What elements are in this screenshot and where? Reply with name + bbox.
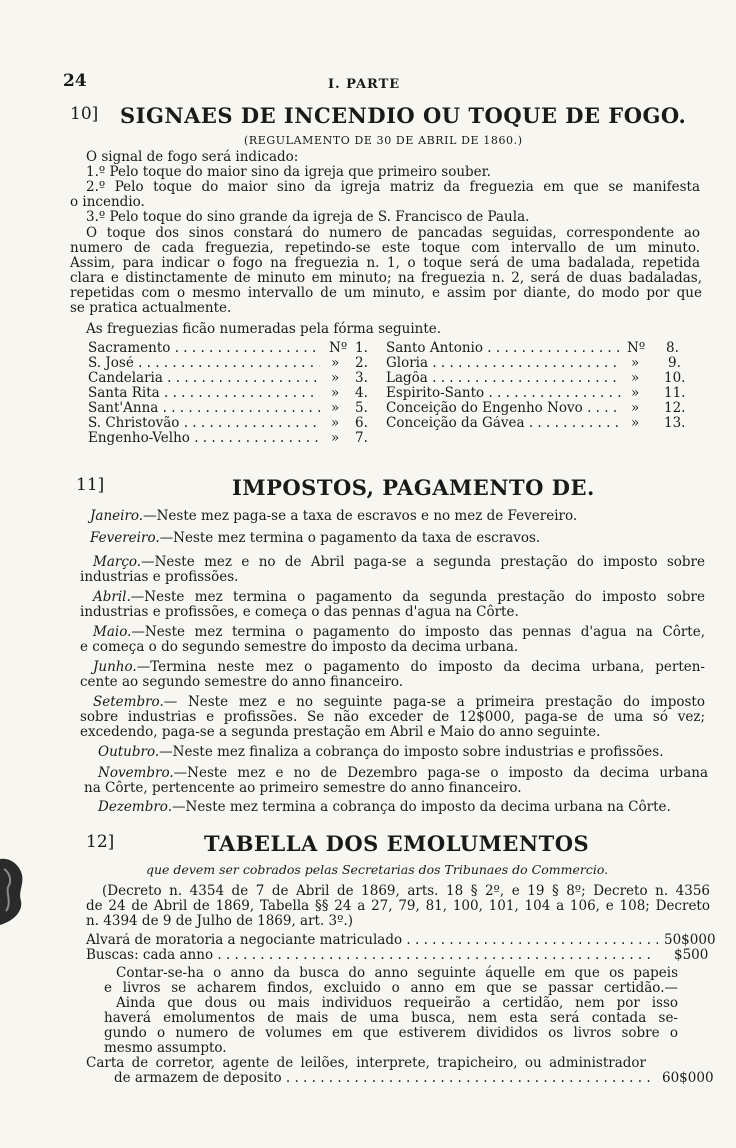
freguezia-number: 10. (664, 370, 686, 386)
freguezia-name: Espirito-Santo . . . (386, 386, 622, 401)
month-entry-maio-cont: e começa o do segundo semestre do imposto da decima urbana. (80, 639, 519, 655)
decree-line-0: (Decreto n. 4354 de 7 de Abril de 1869, arts. 18 § 2º, e 19 § 8º; Decreto n. 4356 (102, 883, 710, 899)
month-entry-marco: Março.—Neste mez e no de Abril paga-se a segunda prestação do imposto sobre (93, 554, 705, 570)
s10-line-3: o incendio. (70, 194, 145, 210)
decree-line-2: n. 4394 de 9 de Julho de 1869, art. 3º.) (86, 913, 354, 929)
freguezia-mark: Nº (627, 340, 646, 356)
month-entry-setembro: Setembro.— Neste mez e no seguinte paga-se a primeira prestação do imposto (93, 694, 705, 710)
freguezia-name: Sant'Anna . . . (88, 401, 320, 416)
freguezia-mark: Nº (329, 340, 348, 356)
freguezia-mark: » (631, 400, 640, 416)
section-11-title: IMPOSTOS, PAGAMENTO DE. (232, 475, 595, 500)
s10-line-8: clara e distinctamente de minuto em minuto; na freguezia n. 2, será de duas badaladas, (70, 270, 702, 286)
month-entry-novembro-cont: na Côrte, pertencente ao primeiro semestre do anno financeiro. (84, 780, 522, 796)
alvara-price: 50$000 (664, 932, 716, 948)
s10-line-4: 3.º Pelo toque do sino grande da igreja de S. Francisco de Paula. (86, 209, 530, 225)
freguezia-mark: » (331, 385, 340, 401)
section-12-subtitle: que devem ser cobrados pelas Secretarias dos Tribunaes do Commercio. (146, 862, 609, 877)
freguezia-number: 6. (355, 415, 368, 431)
freguezia-mark: » (631, 370, 640, 386)
s10-line-7: Assim, para indicar o fogo na freguezia n. 1, o toque será de uma badalada, repetida (70, 255, 700, 271)
carta-price: 60$000 (662, 1070, 714, 1086)
freguezia-number: 8. (666, 340, 679, 356)
section-11-number: 11] (76, 475, 105, 495)
s10-line-1: 1.º Pelo toque do maior sino da igreja que primeiro souber. (86, 164, 491, 180)
freguezia-number: 5. (355, 400, 368, 416)
month-entry-setembro-cont: sobre industrias e profissões. Se não exceder de 12$000, paga-se de uma só vez; (80, 709, 705, 725)
s10-line-6: numero de cada freguezia, repetindo-se este toque com intervallo de um minuto. (70, 240, 700, 256)
month-entry-setembro-cont2: excedendo, paga-se a segunda prestação em Abril e Maio do anno seguinte. (80, 724, 601, 740)
freguezia-mark: » (331, 430, 340, 446)
note-line-2: Ainda que dous ou mais individuos requeirão a certidão, nem por isso (116, 995, 678, 1011)
month-entry-dezembro: Dezembro.—Neste mez termina a cobrança do imposto da decima urbana na Côrte. (98, 799, 671, 815)
alvara-entry: Alvará de moratoria a negociante matriculado . . . (86, 933, 658, 948)
month-entry-novembro: Novembro.—Neste mez e no de Dezembro paga-se o imposto da decima urbana (98, 765, 708, 781)
freguezia-name: Candelaria . . . (88, 371, 320, 386)
freguezia-name: Engenho-Velho . . . (88, 431, 320, 446)
s10-line-2: 2.º Pelo toque do maior sino da igreja matriz da freguezia em que se manifesta (86, 179, 700, 195)
s10-line-9: repetidas com o mesmo intervallo de um minuto, e assim por diante, do modo por que (70, 285, 702, 301)
freguezia-name: Conceição do Engenho Novo . . . (386, 401, 622, 416)
month-entry-junho: Junho.—Termina neste mez o pagamento do imposto da decima urbana, perten- (93, 659, 705, 675)
freguezia-mark: » (631, 355, 640, 371)
month-entry-maio: Maio.—Neste mez termina o pagamento do imposto das pennas d'agua na Côrte, (93, 624, 705, 640)
freguezia-number: 12. (664, 400, 686, 416)
freguezia-name: Lagôa . . . (386, 371, 622, 386)
month-entry-fevereiro: Fevereiro.—Neste mez termina o pagamento da taxa de escravos. (90, 530, 541, 546)
month-entry-marco-cont: industrias e profissões. (80, 569, 239, 585)
section-10-title: SIGNAES DE INCENDIO OU TOQUE DE FOGO. (120, 103, 687, 128)
freguezia-mark: » (631, 385, 640, 401)
freguezia-number: 3. (355, 370, 368, 386)
section-10-subtitle: (REGULAMENTO DE 30 DE ABRIL DE 1860.) (244, 134, 523, 147)
freguezia-mark: » (331, 400, 340, 416)
note-line-0: Contar-se-ha o anno da busca do anno seguinte áquelle em que os papeis (116, 965, 678, 981)
buscas-entry: Buscas: cada anno . . . (86, 948, 670, 963)
note-line-5: mesmo assumpto. (104, 1040, 227, 1056)
freguezia-number: 4. (355, 385, 368, 401)
freguezia-name: Santo Antonio . . . (386, 341, 622, 356)
note-line-1: e livros se acharem findos, excluido o anno em que se passar certidão.— (104, 980, 678, 996)
freguezia-name: Conceição da Gávea . . . (386, 416, 622, 431)
freguezia-name: S. Christovão . . . (88, 416, 320, 431)
freguezia-name: S. José . . . (88, 356, 320, 371)
freguezia-number: 11. (664, 385, 686, 401)
month-entry-junho-cont: cente ao segundo semestre do anno financeiro. (80, 674, 404, 690)
freguezia-mark: » (631, 415, 640, 431)
month-entry-abril-cont: industrias e profissões, e começa o das pennas d'agua na Côrte. (80, 604, 519, 620)
month-entry-janeiro: Janeiro.—Neste mez paga-se a taxa de escravos e no mez de Fevereiro. (90, 508, 578, 524)
freguezia-name: Gloria . . . (386, 356, 622, 371)
month-entry-abril: Abril.—Neste mez termina o pagamento da segunda prestação do imposto sobre (93, 589, 705, 605)
decree-line-1: de 24 de Abril de 1869, Tabella §§ 24 a 27, 79, 81, 100, 101, 104 a 106, e 108; Decreto (86, 898, 710, 914)
freguezia-number: 2. (355, 355, 368, 371)
buscas-price: $500 (674, 947, 709, 963)
month-entry-outubro: Outubro.—Neste mez finaliza a cobrança do imposto sobre industrias e profissões. (98, 744, 664, 760)
section-10-number: 10] (70, 104, 99, 124)
freguezia-number: 13. (664, 415, 686, 431)
section-12-number: 12] (86, 832, 115, 852)
page-number: 24 (63, 71, 87, 91)
s10-line-5: O toque dos sinos constará do numero de pancadas seguidas, correspondente ao (86, 225, 700, 241)
carta-line-2: de armazem de deposito . . . (114, 1071, 656, 1086)
carta-line-1: Carta de corretor, agente de leilões, interprete, trapicheiro, ou administrador (86, 1055, 646, 1071)
freguezia-mark: » (331, 355, 340, 371)
note-line-3: haverá emolumentos de mais de uma busca, nem esta será contada se- (104, 1010, 678, 1026)
freguezia-name: Santa Rita . . . (88, 386, 320, 401)
freguezia-number: 1. (355, 340, 368, 356)
running-header: I. PARTE (328, 77, 401, 92)
note-line-4: gundo o numero de volumes em que estiverem divididos os livros sobre o (104, 1025, 678, 1041)
freguezia-number: 7. (355, 430, 368, 446)
freguezia-mark: » (331, 370, 340, 386)
ink-blot-decoration (0, 855, 24, 927)
section-12-title: TABELLA DOS EMOLUMENTOS (204, 831, 590, 856)
s10-line-0: O signal de fogo será indicado: (86, 149, 299, 165)
freguezia-number: 9. (668, 355, 681, 371)
s10-line-11: As freguezias ficão numeradas pela fórma seguinte. (86, 321, 442, 337)
freguezia-mark: » (331, 415, 340, 431)
s10-line-10: se pratica actualmente. (70, 300, 232, 316)
freguezia-name: Sacramento . . . (88, 341, 320, 356)
